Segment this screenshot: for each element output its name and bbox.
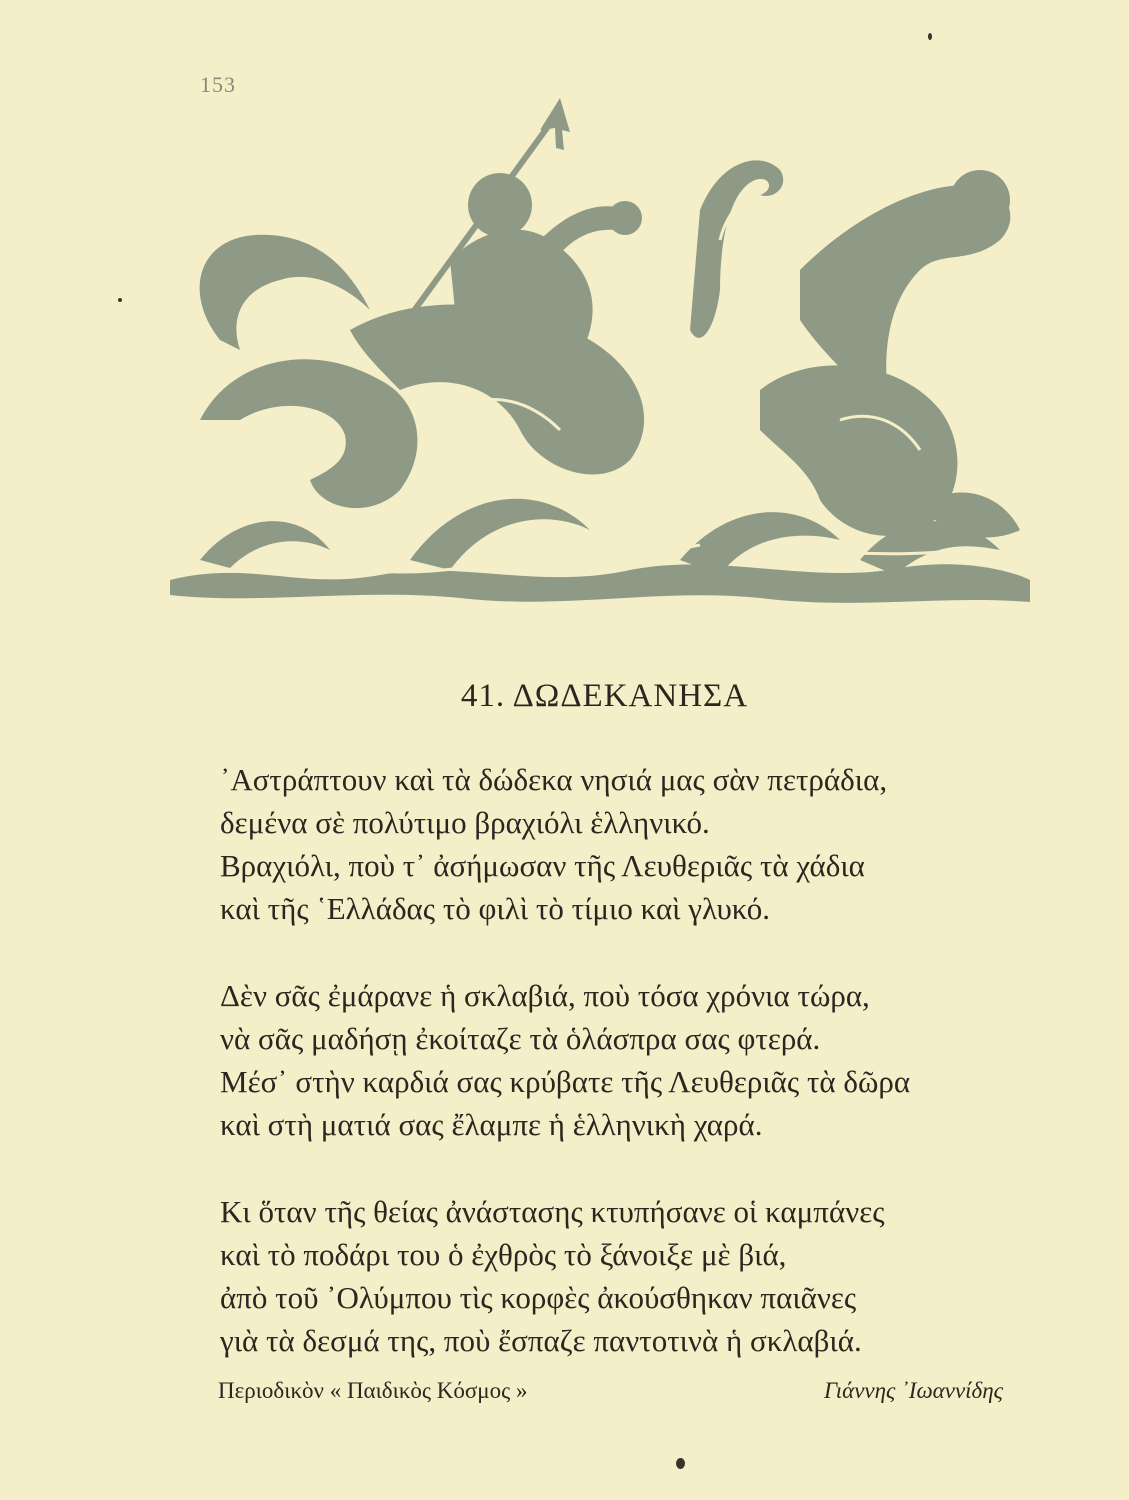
- poem-line: νὰ σᾶς μαδήσῃ ἐκοίταζε τὰ ὁλάσπρα σας φτερά.: [220, 1021, 821, 1056]
- poseidon-fist: [608, 201, 642, 235]
- source-credit: Περιοδικὸν « Παιδικὸς Κόσμος »: [218, 1378, 528, 1403]
- wave-crest-3: [680, 512, 840, 575]
- sea-dragon-head: [950, 170, 1010, 230]
- poem-line: δεμένα σὲ πολύτιμο βραχιόλι ἑλληνικό.: [220, 805, 710, 840]
- author-credit: Γιάννης ᾿Ιωαννίδης: [823, 1378, 1003, 1403]
- wave-crest-1: [200, 521, 330, 568]
- trident-head: [540, 98, 570, 150]
- poseidon-illustration: [160, 90, 1040, 630]
- poem-line: καὶ τῆς ῾Ελλάδας τὸ φιλὶ τὸ τίμιο καὶ γλυκό.: [220, 891, 770, 926]
- poem-line: γιὰ τὰ δεσμά της, ποὺ ἔσπαζε παντοτινὰ ἡ σκλαβιά.: [220, 1323, 862, 1358]
- poem-title: 41. ΔΩΔΕΚΑΝΗΣΑ: [460, 678, 749, 714]
- poem-body: [220, 758, 1020, 1406]
- poem-line: ἀπὸ τοῦ ᾿Ολύμπου τὶς κορφὲς ἀκούσθηκαν παιᾶνες: [220, 1280, 857, 1315]
- stanza: [220, 758, 1020, 930]
- poem-line: Κι ὅταν τῆς θείας ἀνάστασης κτυπήσανε οἱ καμπάνες: [220, 1194, 885, 1229]
- poem-line: καὶ στὴ ματιά σας ἔλαμπε ἡ ἑλληνικὴ χαρά.: [220, 1107, 763, 1142]
- poem-line: Βραχιόλι, ποὺ τ᾿ ἀσήμωσαν τῆς Λευθεριᾶς τὰ χάδια: [220, 848, 865, 883]
- stanza: [220, 1190, 1020, 1362]
- page-number: 153: [200, 72, 236, 97]
- poem-line: καὶ τὸ ποδάρι του ὁ ἐχθρὸς τὸ ξάνοιξε μὲ βιά,: [220, 1237, 787, 1272]
- seashell-horn: [690, 160, 783, 338]
- poem-line: Μέσ᾿ στὴν καρδιά σας κρύβατε τῆς Λευθεριᾶς τὰ δῶρα: [220, 1064, 911, 1099]
- ink-speck: [928, 33, 932, 40]
- left-creature-tail: [200, 235, 370, 350]
- left-creature-body: [200, 359, 417, 508]
- poem-line: ᾿Αστράπτουν καὶ τὰ δώδεκα νησιά μας σὰν πετράδια,: [220, 762, 888, 797]
- wave-crest-2: [410, 499, 590, 570]
- stanza: [220, 974, 1020, 1146]
- poem-line: Δὲν σᾶς ἐμάρανε ἡ σκλαβιά, ποὺ τόσα χρόνια τώρα,: [220, 978, 870, 1013]
- ink-speck: [118, 298, 122, 302]
- ink-speck: [676, 1458, 685, 1469]
